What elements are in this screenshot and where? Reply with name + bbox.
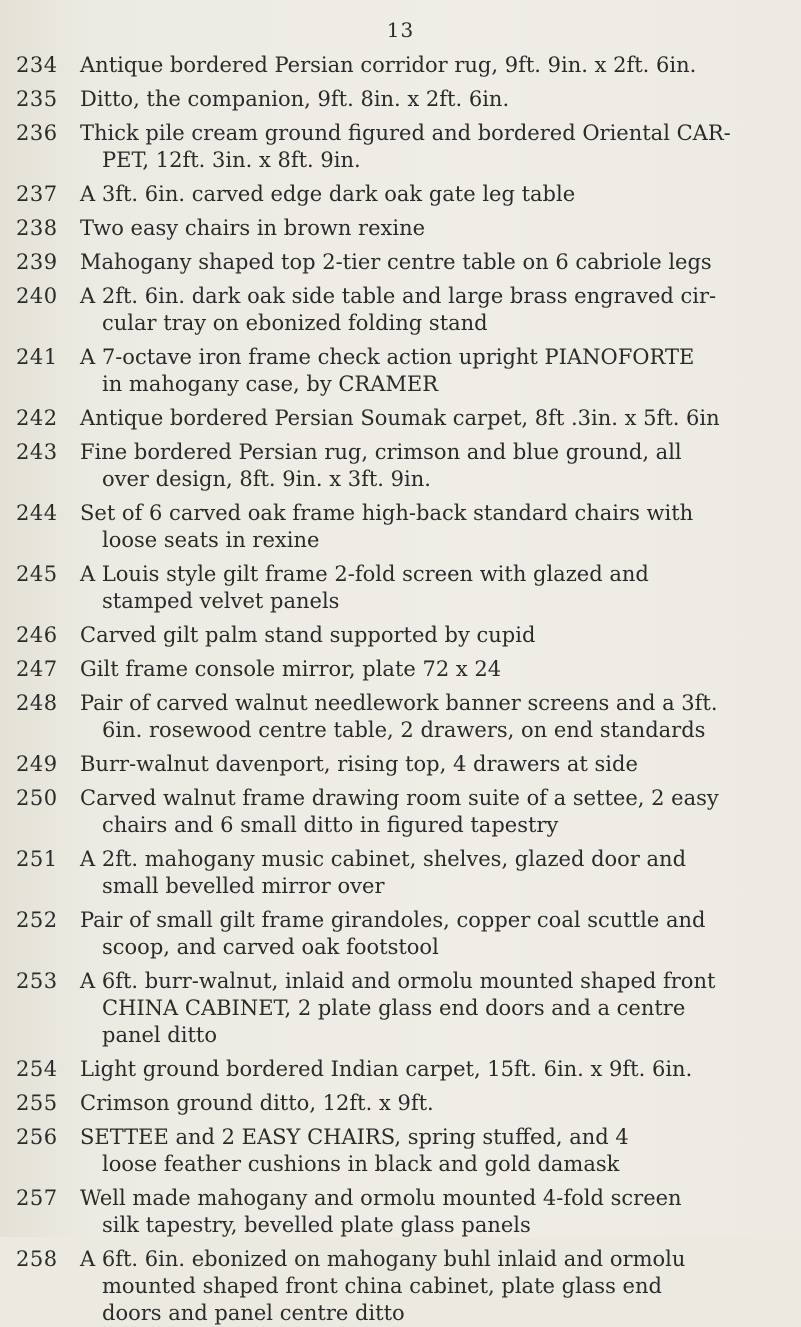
lot-number: 236 xyxy=(16,121,58,145)
lot-description-line: loose feather cushions in black and gold damask xyxy=(102,1152,620,1176)
lot-description-line: Two easy chairs in brown rexine xyxy=(80,216,426,240)
lot-description xyxy=(80,181,785,208)
lot-number: 258 xyxy=(16,1247,58,1271)
lot-description-line: panel ditto xyxy=(102,1023,217,1047)
lot-description xyxy=(80,1185,785,1239)
lot-number: 239 xyxy=(16,250,58,274)
lot-description-line: Pair of carved walnut needlework banner screens and a 3ft. xyxy=(80,691,718,715)
lot-number: 256 xyxy=(16,1125,58,1149)
lot-description-line: A 7-octave iron frame check action upright PIANOFORTE xyxy=(80,345,695,369)
lot-description-line: chairs and 6 small ditto in figured tapestry xyxy=(102,813,559,837)
lot-description xyxy=(80,1090,785,1117)
lot-number: 248 xyxy=(16,691,58,715)
lot-description-line: A 6ft. burr-walnut, inlaid and ormolu mounted shaped front xyxy=(80,969,716,993)
lot-description-line: PET, 12ft. 3in. x 8ft. 9in. xyxy=(102,148,361,172)
lot-description-line: A 2ft. mahogany music cabinet, shelves, glazed door and xyxy=(80,847,687,871)
lot-number: 243 xyxy=(16,440,58,464)
lot-number: 257 xyxy=(16,1186,58,1210)
lot-description-line: cular tray on ebonized folding stand xyxy=(102,311,488,335)
lot-description xyxy=(80,120,785,174)
lot-description-line: Gilt frame console mirror, plate 72 x 24 xyxy=(80,657,502,681)
lot-description xyxy=(80,656,785,683)
lot-description-line: scoop, and carved oak footstool xyxy=(102,935,439,959)
lot-number: 241 xyxy=(16,345,58,369)
lot-description-line: small bevelled mirror over xyxy=(102,874,385,898)
lot-description-line: A Louis style gilt frame 2-fold screen with glazed and xyxy=(80,562,649,586)
lot-description xyxy=(80,215,785,242)
lot-description-line: A 2ft. 6in. dark oak side table and large brass engraved cir- xyxy=(80,284,717,308)
lot-description-line: stamped velvet panels xyxy=(102,589,340,613)
lot-description xyxy=(80,344,785,398)
lot-description-line: Pair of small gilt frame girandoles, copper coal scuttle and xyxy=(80,908,706,932)
lot-number: 242 xyxy=(16,406,58,430)
lot-description xyxy=(80,86,785,113)
lot-number: 246 xyxy=(16,623,58,647)
lot-description-line: A 3ft. 6in. carved edge dark oak gate leg table xyxy=(80,182,576,206)
page-number: 13 xyxy=(386,18,415,42)
lot-number: 244 xyxy=(16,501,58,525)
lot-number: 245 xyxy=(16,562,58,586)
lot-number: 251 xyxy=(16,847,58,871)
lot-description-line: Carved gilt palm stand supported by cupid xyxy=(80,623,536,647)
lot-description-line: Light ground bordered Indian carpet, 15ft. 6in. x 9ft. 6in. xyxy=(80,1057,693,1081)
lot-description xyxy=(80,405,785,432)
lot-description xyxy=(80,751,785,778)
lot-description xyxy=(80,907,785,961)
lot-description xyxy=(80,968,785,1049)
lot-number: 254 xyxy=(16,1057,58,1081)
lot-description xyxy=(80,622,785,649)
lot-description-line: Ditto, the companion, 9ft. 8in. x 2ft. 6in. xyxy=(80,87,510,111)
lot-description-line: Crimson ground ditto, 12ft. x 9ft. xyxy=(80,1091,434,1115)
lot-description-line: Antique bordered Persian corridor rug, 9ft. 9in. x 2ft. 6in. xyxy=(80,53,697,77)
lot-description xyxy=(80,690,785,744)
lot-description-line: SETTEE and 2 EASY CHAIRS, spring stuffed, and 4 xyxy=(80,1125,629,1149)
lot-number: 255 xyxy=(16,1091,58,1115)
lot-number: 235 xyxy=(16,87,58,111)
lot-description-line: Fine bordered Persian rug, crimson and blue ground, all xyxy=(80,440,682,464)
lot-description-line: in mahogany case, by CRAMER xyxy=(102,372,439,396)
lot-number: 240 xyxy=(16,284,58,308)
lot-description-line: Mahogany shaped top 2-tier centre table on 6 cabriole legs xyxy=(80,250,712,274)
lot-description xyxy=(80,500,785,554)
lot-number: 237 xyxy=(16,182,58,206)
lot-description xyxy=(80,52,785,79)
lot-description xyxy=(80,1124,785,1178)
lot-number: 238 xyxy=(16,216,58,240)
lot-description-line: A 6ft. 6in. ebonized on mahogany buhl inlaid and ormolu xyxy=(80,1247,686,1271)
lot-description-line: Thick pile cream ground figured and bordered Oriental CAR- xyxy=(80,121,731,145)
lot-number: 234 xyxy=(16,53,58,77)
lot-description xyxy=(80,785,785,839)
lot-number: 252 xyxy=(16,908,58,932)
lot-description xyxy=(80,249,785,276)
lot-number: 247 xyxy=(16,657,58,681)
lot-description-line: doors and panel centre ditto xyxy=(102,1301,405,1325)
lot-description-line: mounted shaped front china cabinet, plate glass end xyxy=(102,1274,662,1298)
lot-description-line: Antique bordered Persian Soumak carpet, 8ft .3in. x 5ft. 6in xyxy=(80,406,720,430)
lot-description-line: CHINA CABINET, 2 plate glass end doors and a centre xyxy=(102,996,686,1020)
lot-description-line: Carved walnut frame drawing room suite of a settee, 2 easy xyxy=(80,786,719,810)
lot-description xyxy=(80,1056,785,1083)
lot-description xyxy=(80,283,785,337)
lot-description-line: Well made mahogany and ormolu mounted 4-fold screen xyxy=(80,1186,682,1210)
lot-description-line: Burr-walnut davenport, rising top, 4 drawers at side xyxy=(80,752,638,776)
lot-description xyxy=(80,561,785,615)
lot-description-line: over design, 8ft. 9in. x 3ft. 9in. xyxy=(102,467,431,491)
lot-description-line: Set of 6 carved oak frame high-back standard chairs with xyxy=(80,501,694,525)
lot-number: 249 xyxy=(16,752,58,776)
lot-number: 253 xyxy=(16,969,58,993)
lot-description xyxy=(80,1246,785,1327)
lot-description-line: loose seats in rexine xyxy=(102,528,320,552)
lot-description xyxy=(80,846,785,900)
lot-description-line: silk tapestry, bevelled plate glass panels xyxy=(102,1213,531,1237)
lot-description xyxy=(80,439,785,493)
lot-number: 250 xyxy=(16,786,58,810)
lot-description-line: 6in. rosewood centre table, 2 drawers, on end standards xyxy=(102,718,706,742)
